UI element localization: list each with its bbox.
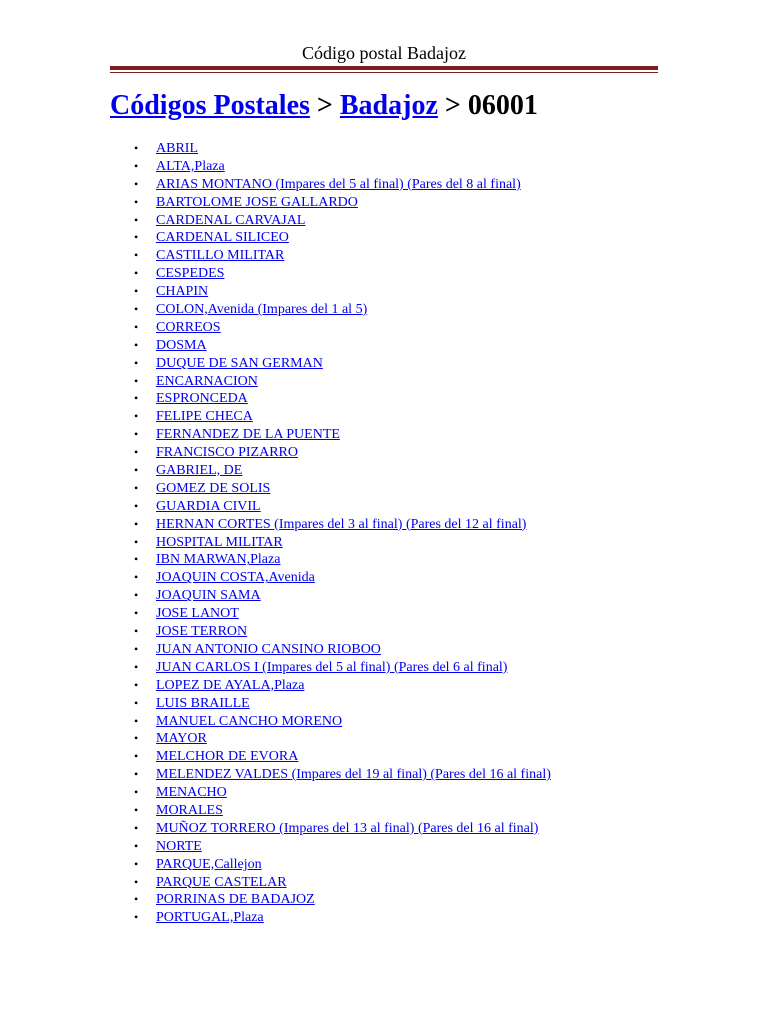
street-list-item (134, 730, 551, 748)
bullet-icon: • (134, 624, 139, 639)
street-list-item (134, 909, 551, 927)
street-link[interactable]: ALTA,Plaza (156, 158, 225, 174)
street-link[interactable]: MELCHOR DE EVORA (156, 749, 299, 765)
street-link[interactable]: JOSE TERRON (156, 624, 248, 640)
street-list-item (134, 283, 551, 301)
bullet-icon: • (134, 409, 139, 424)
bullet-icon: • (134, 427, 139, 442)
street-list-item (134, 713, 551, 731)
bullet-icon: • (134, 516, 139, 531)
street-list-item (134, 426, 551, 444)
street-list-item (134, 748, 551, 766)
bullet-icon: • (134, 176, 139, 191)
street-list-item (134, 874, 551, 892)
bullet-icon: • (134, 767, 139, 782)
bullet-icon: • (134, 319, 139, 334)
street-link[interactable]: GABRIEL, DE (156, 463, 243, 479)
street-link[interactable]: ESPRONCEDA (156, 391, 248, 407)
breadcrumb-separator: > (444, 90, 461, 121)
bullet-icon: • (134, 355, 139, 370)
street-list (134, 140, 551, 927)
bullet-icon: • (134, 266, 139, 281)
street-list-item (134, 623, 551, 641)
bullet-icon: • (134, 212, 139, 227)
street-list-item (134, 784, 551, 802)
bullet-icon: • (134, 659, 139, 674)
street-link[interactable]: LOPEZ DE AYALA,Plaza (156, 677, 305, 693)
header-rule-thin (110, 72, 658, 73)
bullet-icon: • (134, 785, 139, 800)
bullet-icon: • (134, 445, 139, 460)
street-link[interactable]: NORTE (156, 838, 202, 854)
bullet-icon: • (134, 337, 139, 352)
bullet-icon: • (134, 677, 139, 692)
street-list-item (134, 373, 551, 391)
street-list-item (134, 677, 551, 695)
street-list-item (134, 337, 551, 355)
street-link[interactable]: DUQUE DE SAN GERMAN (156, 355, 323, 371)
street-list-item (134, 355, 551, 373)
street-list-item (134, 641, 551, 659)
street-link[interactable]: CESPEDES (156, 266, 225, 282)
street-list-item (134, 194, 551, 212)
bullet-icon: • (134, 838, 139, 853)
street-list-item (134, 444, 551, 462)
street-list-item (134, 587, 551, 605)
bullet-icon: • (134, 695, 139, 710)
bullet-icon: • (134, 802, 139, 817)
street-list-item (134, 659, 551, 677)
street-list-item (134, 462, 551, 480)
street-link[interactable]: CORREOS (156, 319, 221, 335)
street-link[interactable]: CASTILLO MILITAR (156, 248, 285, 264)
street-link[interactable]: GUARDIA CIVIL (156, 498, 261, 514)
bullet-icon: • (134, 141, 139, 155)
street-list-item (134, 695, 551, 713)
street-list-item (134, 301, 551, 319)
breadcrumb-link-codigos-postales[interactable]: Códigos Postales (110, 90, 310, 121)
postal-code: 06001 (467, 90, 538, 121)
street-link[interactable]: COLON,Avenida (Impares del 1 al 5) (156, 302, 368, 318)
street-list-item (134, 176, 551, 194)
bullet-icon: • (134, 713, 139, 728)
bullet-icon: • (134, 463, 139, 478)
bullet-icon: • (134, 230, 139, 245)
bullet-icon: • (134, 731, 139, 746)
street-link[interactable]: CARDENAL SILICEO (156, 230, 289, 246)
street-link[interactable]: PARQUE CASTELAR (156, 874, 287, 890)
street-link[interactable]: ARIAS MONTANO (Impares del 5 al final) (Pares del 8 al final) (156, 176, 521, 192)
bullet-icon: • (134, 373, 139, 388)
street-link[interactable]: JOAQUIN COSTA,Avenida (156, 570, 315, 586)
bullet-icon: • (134, 248, 139, 263)
street-link[interactable]: MAYOR (156, 731, 207, 747)
street-link[interactable]: MORALES (156, 802, 223, 818)
street-list-item (134, 140, 551, 158)
street-list-item (134, 498, 551, 516)
street-link[interactable]: PARQUE,Callejon (156, 856, 262, 872)
street-list-item (134, 838, 551, 856)
street-link[interactable]: JUAN CARLOS I (Impares del 5 al final) (Pares del 6 al final) (156, 659, 508, 675)
street-list-item (134, 390, 551, 408)
street-list-item (134, 856, 551, 874)
street-link[interactable]: CHAPIN (156, 284, 209, 300)
bullet-icon: • (134, 820, 139, 835)
street-list-item (134, 766, 551, 784)
bullet-icon: • (134, 588, 139, 603)
street-list-item (134, 247, 551, 265)
street-list-item (134, 212, 551, 230)
street-link[interactable]: PORTUGAL,Plaza (156, 910, 264, 926)
street-link[interactable]: MANUEL CANCHO MORENO (156, 713, 343, 729)
street-link[interactable]: IBN MARWAN,Plaza (156, 552, 281, 568)
street-list-item (134, 605, 551, 623)
bullet-icon: • (134, 606, 139, 621)
street-link[interactable]: MUÑOZ TORRERO (Impares del 13 al final) (Pares del 16 al final) (156, 820, 539, 836)
street-list-item (134, 891, 551, 909)
street-link[interactable]: BARTOLOME JOSE GALLARDO (156, 194, 358, 210)
bullet-icon: • (134, 302, 139, 317)
street-link[interactable]: ENCARNACION (156, 373, 258, 389)
street-list-item (134, 319, 551, 337)
bullet-icon: • (134, 570, 139, 585)
bullet-icon: • (134, 641, 139, 656)
street-link[interactable]: PORRINAS DE BADAJOZ (156, 892, 315, 908)
street-list-item (134, 802, 551, 820)
bullet-icon: • (134, 892, 139, 907)
breadcrumb-separator: > (316, 90, 333, 121)
street-list-item (134, 820, 551, 838)
street-link[interactable]: DOSMA (156, 337, 207, 353)
street-link[interactable]: MELENDEZ VALDES (Impares del 19 al final) (Pares del 16 al final) (156, 767, 551, 783)
bullet-icon: • (134, 498, 139, 513)
bullet-icon: • (134, 552, 139, 567)
street-link[interactable]: JUAN ANTONIO CANSINO RIOBOO (156, 641, 381, 657)
bullet-icon: • (134, 534, 139, 549)
street-list-item (134, 265, 551, 283)
bullet-icon: • (134, 391, 139, 406)
street-list-item (134, 408, 551, 426)
street-link[interactable]: JOSE LANOT (156, 606, 239, 622)
bullet-icon: • (134, 284, 139, 299)
document-header (110, 42, 658, 64)
street-link[interactable]: JOAQUIN SAMA (156, 588, 261, 604)
street-list-item (134, 569, 551, 587)
street-link[interactable]: LUIS BRAILLE (156, 695, 250, 711)
bullet-icon: • (134, 910, 139, 925)
bullet-icon: • (134, 856, 139, 871)
document-header-title: Código postal Badajoz (302, 43, 466, 63)
street-link[interactable]: FERNANDEZ DE LA PUENTE (156, 427, 340, 443)
street-list-item (134, 480, 551, 498)
street-link[interactable]: HERNAN CORTES (Impares del 3 al final) (Pares del 12 al final) (156, 516, 527, 532)
street-list-item (134, 158, 551, 176)
header-rule (110, 66, 658, 70)
street-link[interactable]: MENACHO (156, 785, 227, 801)
street-link[interactable]: HOSPITAL MILITAR (156, 534, 283, 550)
street-list-item (134, 534, 551, 552)
breadcrumb-link-badajoz[interactable]: Badajoz (339, 90, 438, 121)
bullet-icon: • (134, 158, 139, 173)
page-title (110, 88, 538, 124)
bullet-icon: • (134, 874, 139, 889)
street-list-item (134, 229, 551, 247)
street-link[interactable]: FRANCISCO PIZARRO (156, 445, 298, 461)
street-link[interactable]: CARDENAL CARVAJAL (156, 212, 306, 228)
bullet-icon: • (134, 480, 139, 495)
street-list-item (134, 516, 551, 534)
bullet-icon: • (134, 194, 139, 209)
street-link[interactable]: FELIPE CHECA (156, 409, 253, 425)
street-link[interactable]: GOMEZ DE SOLIS (156, 480, 271, 496)
street-list-item (134, 551, 551, 569)
bullet-icon: • (134, 749, 139, 764)
street-link[interactable]: ABRIL (156, 141, 198, 156)
